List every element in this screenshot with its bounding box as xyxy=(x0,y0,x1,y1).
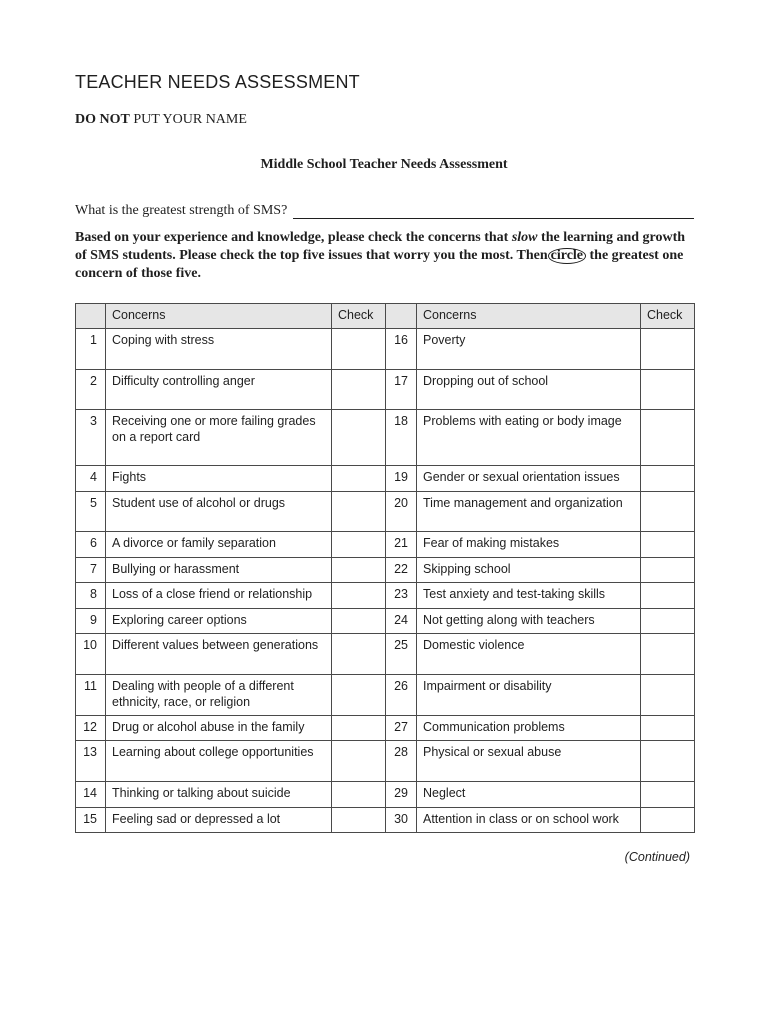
no-name-bold: DO NOT xyxy=(75,112,130,127)
strength-answer-line[interactable] xyxy=(293,206,694,219)
concern-number: 9 xyxy=(76,609,106,634)
assessment-subtitle: Middle School Teacher Needs Assessment xyxy=(260,157,508,172)
check-box[interactable] xyxy=(641,609,695,634)
concern-text: Coping with stress xyxy=(106,329,332,370)
check-box[interactable] xyxy=(332,716,386,741)
no-name-notice xyxy=(75,112,247,128)
concern-text: Dealing with people of a different ethnicity, race, or religion xyxy=(106,675,332,716)
concern-number: 2 xyxy=(76,370,106,410)
check-box[interactable] xyxy=(332,370,386,410)
concern-number: 19 xyxy=(386,466,417,492)
check-box[interactable] xyxy=(641,492,695,532)
concern-number: 30 xyxy=(386,808,417,833)
instructions-circle-word: circle xyxy=(548,248,586,264)
concern-text: Poverty xyxy=(417,329,641,370)
table-row xyxy=(76,782,695,808)
strength-question xyxy=(75,203,694,219)
concern-text: Thinking or talking about suicide xyxy=(106,782,332,808)
concern-text: Drug or alcohol abuse in the family xyxy=(106,716,332,741)
instructions-slow: slow xyxy=(511,230,538,245)
table-row xyxy=(76,675,695,716)
concern-number: 26 xyxy=(386,675,417,716)
concern-number: 29 xyxy=(386,782,417,808)
table-row xyxy=(76,741,695,782)
concern-text: Learning about college opportunities xyxy=(106,741,332,782)
concern-number: 24 xyxy=(386,609,417,634)
concern-text: Different values between generations xyxy=(106,634,332,675)
concern-number: 6 xyxy=(76,532,106,558)
concern-text: Impairment or disability xyxy=(417,675,641,716)
instructions-part2: the learning and growth of SMS students. Please check the top five issues that worry you the most. Then xyxy=(75,230,686,263)
concern-number: 13 xyxy=(76,741,106,782)
check-box[interactable] xyxy=(332,466,386,492)
check-box[interactable] xyxy=(641,675,695,716)
concern-text: Loss of a close friend or relationship xyxy=(106,583,332,609)
check-box[interactable] xyxy=(641,634,695,675)
check-box[interactable] xyxy=(641,558,695,583)
table-row xyxy=(76,634,695,675)
header-num-left xyxy=(76,304,106,329)
check-box[interactable] xyxy=(641,583,695,609)
concern-number: 10 xyxy=(76,634,106,675)
concern-text: Dropping out of school xyxy=(417,370,641,410)
concern-text: Attention in class or on school work xyxy=(417,808,641,833)
header-check-right: Check xyxy=(641,304,695,329)
check-box[interactable] xyxy=(641,466,695,492)
concern-text: Test anxiety and test-taking skills xyxy=(417,583,641,609)
instructions-part1: Based on your experience and knowledge, please check the concerns that xyxy=(75,230,512,245)
concern-text: Difficulty controlling anger xyxy=(106,370,332,410)
concern-text: Fights xyxy=(106,466,332,492)
check-box[interactable] xyxy=(641,410,695,466)
check-box[interactable] xyxy=(332,675,386,716)
concern-text: Domestic violence xyxy=(417,634,641,675)
concern-text: Neglect xyxy=(417,782,641,808)
check-box[interactable] xyxy=(332,329,386,370)
concern-number: 27 xyxy=(386,716,417,741)
concern-number: 8 xyxy=(76,583,106,609)
table-header-row xyxy=(76,304,695,329)
table-row xyxy=(76,583,695,609)
concern-number: 11 xyxy=(76,675,106,716)
check-box[interactable] xyxy=(641,741,695,782)
header-num-right xyxy=(386,304,417,329)
check-box[interactable] xyxy=(332,808,386,833)
concern-text: Physical or sexual abuse xyxy=(417,741,641,782)
table-row xyxy=(76,532,695,558)
header-concerns-right: Concerns xyxy=(417,304,641,329)
concern-number: 23 xyxy=(386,583,417,609)
concern-number: 25 xyxy=(386,634,417,675)
table-row xyxy=(76,716,695,741)
concern-number: 16 xyxy=(386,329,417,370)
header-concerns-left: Concerns xyxy=(106,304,332,329)
concern-number: 15 xyxy=(76,808,106,833)
concern-number: 4 xyxy=(76,466,106,492)
concerns-table xyxy=(75,303,695,833)
concern-text: Skipping school xyxy=(417,558,641,583)
table-row xyxy=(76,466,695,492)
concern-text: Fear of making mistakes xyxy=(417,532,641,558)
concern-text: Time management and organization xyxy=(417,492,641,532)
concern-number: 14 xyxy=(76,782,106,808)
concern-number: 22 xyxy=(386,558,417,583)
check-box[interactable] xyxy=(332,634,386,675)
concern-number: 28 xyxy=(386,741,417,782)
concern-text: A divorce or family separation xyxy=(106,532,332,558)
concern-text: Receiving one or more failing grades on a report card xyxy=(106,410,332,466)
check-box[interactable] xyxy=(332,782,386,808)
concern-text: Communication problems xyxy=(417,716,641,741)
table-row xyxy=(76,370,695,410)
check-box[interactable] xyxy=(641,716,695,741)
concern-number: 1 xyxy=(76,329,106,370)
instructions xyxy=(75,229,700,283)
concern-text: Student use of alcohol or drugs xyxy=(106,492,332,532)
table-row xyxy=(76,808,695,833)
continued-note: (Continued) xyxy=(624,850,690,864)
concern-text: Gender or sexual orientation issues xyxy=(417,466,641,492)
concern-text: Bullying or harassment xyxy=(106,558,332,583)
check-box[interactable] xyxy=(332,532,386,558)
check-box[interactable] xyxy=(332,609,386,634)
concern-number: 18 xyxy=(386,410,417,466)
concern-number: 17 xyxy=(386,370,417,410)
check-box[interactable] xyxy=(332,583,386,609)
concern-text: Feeling sad or depressed a lot xyxy=(106,808,332,833)
check-box[interactable] xyxy=(641,329,695,370)
concern-number: 7 xyxy=(76,558,106,583)
table-row xyxy=(76,609,695,634)
table-row xyxy=(76,329,695,370)
concern-text: Not getting along with teachers xyxy=(417,609,641,634)
concern-number: 21 xyxy=(386,532,417,558)
concern-number: 12 xyxy=(76,716,106,741)
check-box[interactable] xyxy=(641,532,695,558)
concern-number: 20 xyxy=(386,492,417,532)
check-box[interactable] xyxy=(332,741,386,782)
table-row xyxy=(76,558,695,583)
concern-text: Exploring career options xyxy=(106,609,332,634)
page-title: TEACHER NEEDS ASSESSMENT xyxy=(75,72,360,92)
check-box[interactable] xyxy=(641,782,695,808)
concern-number: 5 xyxy=(76,492,106,532)
concern-number: 3 xyxy=(76,410,106,466)
strength-question-label: What is the greatest strength of SMS? xyxy=(75,203,288,218)
no-name-rest: PUT YOUR NAME xyxy=(129,112,247,127)
concern-text: Problems with eating or body image xyxy=(417,410,641,466)
table-row xyxy=(76,410,695,466)
instructions-part3: the greatest one concern of those five. xyxy=(75,248,684,281)
check-box[interactable] xyxy=(332,492,386,532)
check-box[interactable] xyxy=(641,808,695,833)
check-box[interactable] xyxy=(332,558,386,583)
table-row xyxy=(76,492,695,532)
check-box[interactable] xyxy=(641,370,695,410)
check-box[interactable] xyxy=(332,410,386,466)
header-check-left: Check xyxy=(332,304,386,329)
